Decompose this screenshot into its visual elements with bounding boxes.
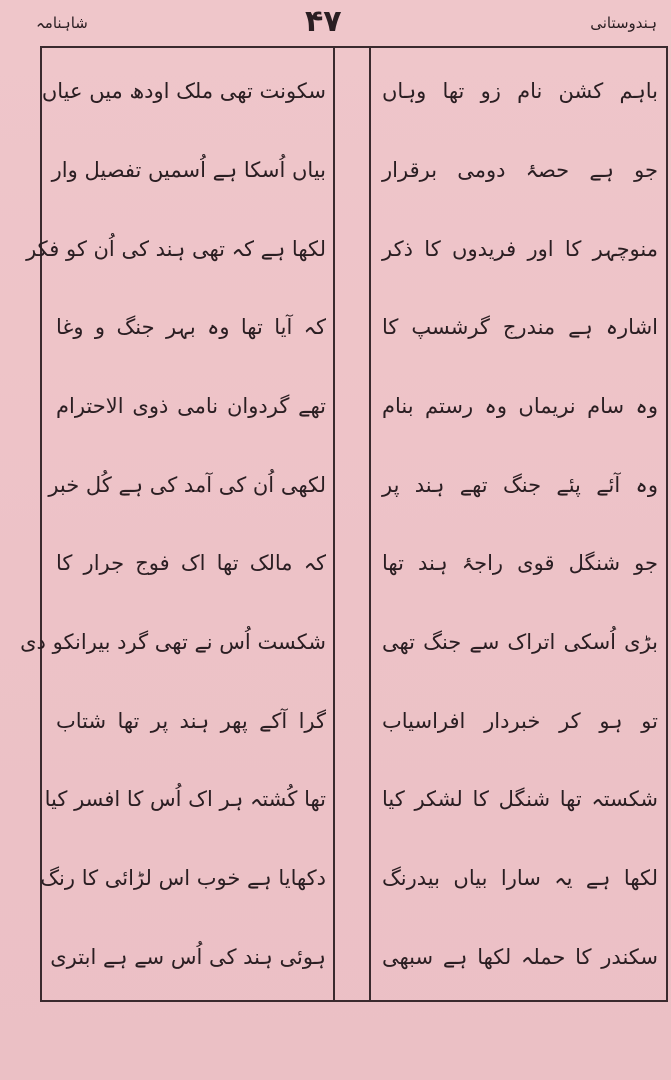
right-verse-column: [382, 52, 658, 996]
verse-line: گرا آکے پھر ہند پر تھا شتاب: [56, 708, 326, 733]
verse-line: کہ آیا تھا وہ بہر جنگ و وغا: [56, 315, 326, 340]
verse-line: ہوئی ہند کی اُس سے ہے ابتری: [50, 944, 326, 969]
verse-line: کہ مالک تھا اک فوج جرار کا: [56, 551, 326, 576]
verse-line: شکست اُس نے تھی گرد بیرانکو دی: [20, 629, 326, 654]
column-divider: [333, 48, 335, 1000]
column-divider: [369, 48, 371, 1000]
running-title-left: شاہنامہ: [36, 14, 88, 32]
left-verse-column: [20, 52, 326, 996]
verse-line: تھے گردوان نامی ذوی الاحترام: [56, 393, 326, 418]
verse-line: سکندر کا حملہ لکھا ہے سبھی: [382, 944, 658, 969]
running-title-right: ہندوستانی: [590, 14, 657, 32]
verse-line: منوچہر کا اور فریدوں کا ذکر: [382, 236, 658, 261]
verse-line: لکھی اُن کی آمد کی ہے کُل خبر: [48, 472, 326, 497]
page-header: [0, 0, 671, 46]
verse-line: وہ آئے پئے جنگ تھے ہند پر: [382, 472, 658, 497]
verse-line: جو ہے حصۂ دومی برقرار: [382, 157, 658, 182]
verse-line: وہ سام نریماں وہ رستم بنام: [382, 393, 658, 418]
verse-line: لکھا ہے یہ سارا بیاں بیدرنگ: [382, 865, 658, 890]
text-frame: [20, 46, 668, 1002]
verse-line: شکستہ تھا شنگل کا لشکر کیا: [382, 787, 658, 812]
verse-line: اشارہ ہے مندرج گرشسپ کا: [382, 315, 658, 340]
verse-line: لکھا ہے کہ تھی ہند کی اُن کو فکر: [26, 236, 326, 261]
verse-line: جو شنگل قوی راجۂ ہند تھا: [382, 551, 658, 576]
verse-line: بیاں اُسکا ہے اُسمیں تفصیل وار: [51, 157, 326, 182]
page-number: ۴۷: [305, 4, 342, 39]
verse-line: تھا کُشتہ ہر اک اُس کا افسر کیا: [44, 787, 326, 812]
verse-line: بڑی اُسکی اتراک سے جنگ تھی: [382, 629, 658, 654]
verse-line: تو ہو کر خبردار افراسیاب: [382, 708, 658, 733]
verse-line: سکونت تھی ملک اودھ میں عیاں: [41, 79, 326, 104]
verse-line: دکھایا ہے خوب اس لڑائی کا رنگ: [40, 865, 326, 890]
verse-line: باہم کشن نام زو تھا وہاں: [382, 79, 658, 104]
